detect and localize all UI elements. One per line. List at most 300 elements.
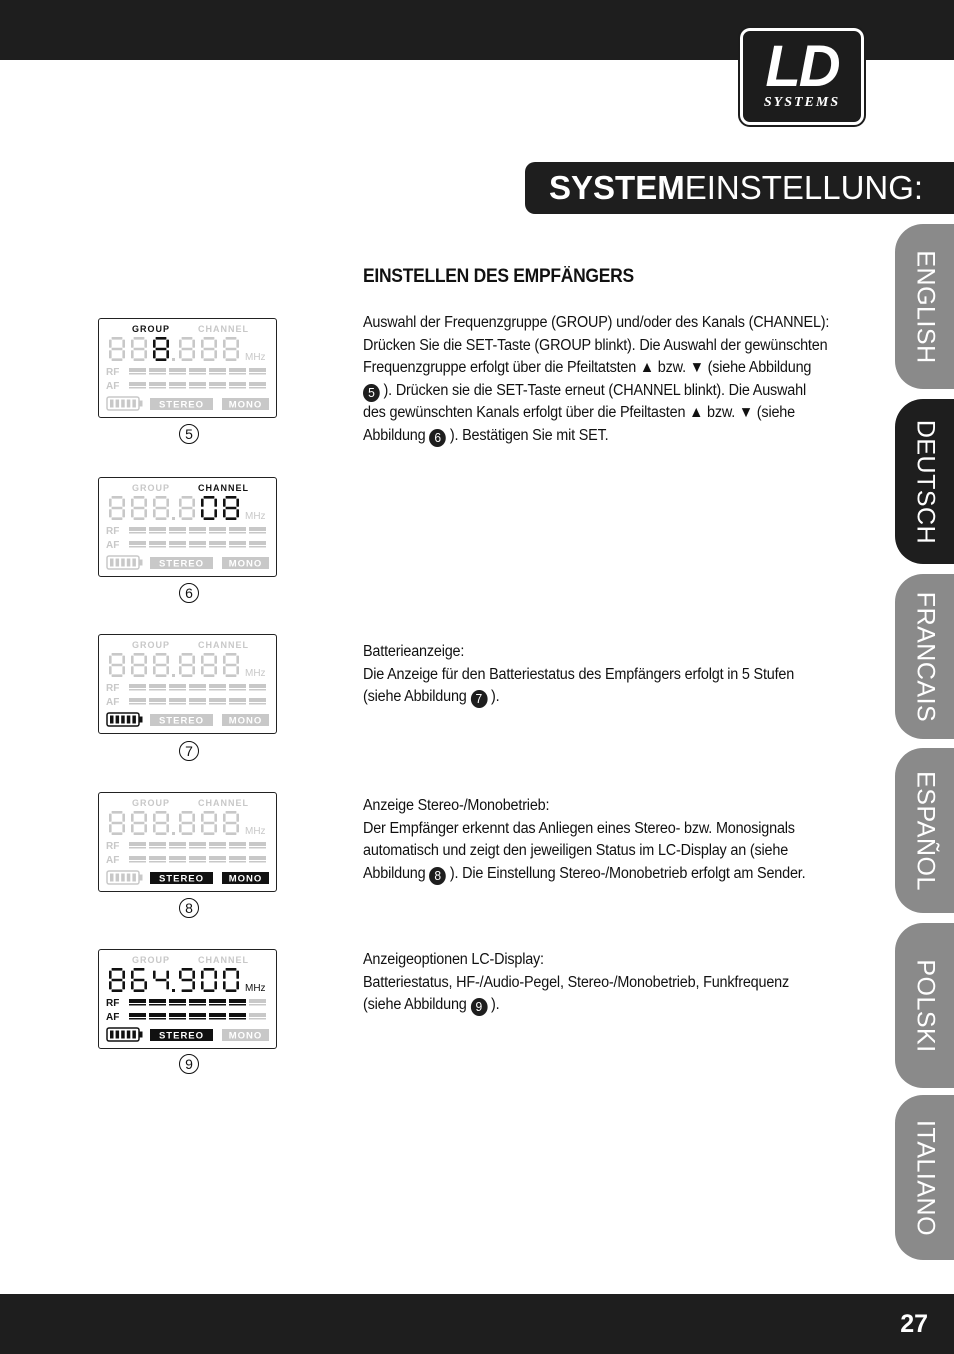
lcd-meter-segment xyxy=(229,698,246,702)
lcd-label: MONO xyxy=(228,558,263,570)
lcd-digit-segment xyxy=(109,340,112,348)
lcd-digit-segment xyxy=(166,340,169,348)
lcd-digit-segment xyxy=(153,499,156,507)
lcd-meter-segment xyxy=(209,1013,226,1017)
lcd-meter-segment xyxy=(189,541,206,545)
lcd-decimal-point xyxy=(172,517,175,520)
lcd-digit-segment xyxy=(131,656,134,664)
lcd-meter-underline xyxy=(229,703,246,705)
lcd-digit-segment xyxy=(192,824,195,832)
lcd-meter-underline xyxy=(129,689,146,691)
lcd-digit-segment xyxy=(236,350,239,358)
lcd-meter-underline xyxy=(209,373,226,375)
lcd-digit-segment xyxy=(204,496,215,499)
lcd-meter-segment xyxy=(189,684,206,688)
lcd-digit-segment xyxy=(182,811,193,814)
lcd-meter-segment xyxy=(249,856,266,860)
lcd-meter-segment xyxy=(209,541,226,545)
text-segment: ). Die Einstellung Stereo-/Monobetrieb erfolgt am Sender. xyxy=(449,864,806,882)
lcd-digit-segment xyxy=(192,350,195,358)
lcd-digit-segment xyxy=(201,499,204,507)
lcd-digit-segment xyxy=(134,832,145,835)
lcd-label: GROUP xyxy=(132,640,171,650)
lcd-digit-segment xyxy=(153,350,156,358)
lcd-digit-segment xyxy=(201,971,204,979)
lcd-digit-segment xyxy=(122,350,125,358)
lcd-digit-segment xyxy=(204,337,215,340)
lcd-digit-segment xyxy=(153,340,156,348)
lcd-digit-segment xyxy=(112,968,123,971)
lcd-meter-underline xyxy=(209,1018,226,1020)
lcd-meter-segment xyxy=(169,684,186,688)
lcd-digit-segment xyxy=(112,989,123,992)
lcd-digit-segment xyxy=(131,666,134,674)
text-segment: Abbildung xyxy=(363,426,426,444)
lcd-digit-segment xyxy=(226,348,237,351)
lcd-label: MHz xyxy=(245,983,266,994)
lcd-meter-segment xyxy=(149,527,166,531)
lcd-digit-segment xyxy=(166,499,169,507)
lcd-meter-underline xyxy=(189,1018,206,1020)
text-line xyxy=(363,863,828,886)
lcd-digit-segment xyxy=(226,664,237,667)
lcd-digit-segment xyxy=(236,824,239,832)
lcd-digit-segment xyxy=(182,496,193,499)
lcd-digit-segment xyxy=(156,811,167,814)
lcd-meter-underline xyxy=(129,546,146,548)
lcd-digit-segment xyxy=(153,824,156,832)
lcd-digit-segment xyxy=(112,832,123,835)
lcd-digit-segment xyxy=(204,811,215,814)
lcd-digit-segment xyxy=(226,337,237,340)
battery-tip xyxy=(140,875,143,881)
battery-level-bar xyxy=(121,559,125,567)
lcd-digit-segment xyxy=(112,358,123,361)
lcd-digit-segment xyxy=(122,814,125,822)
lcd-digit-segment xyxy=(156,496,167,499)
lcd-meter-segment xyxy=(169,541,186,545)
lcd-meter-underline xyxy=(229,861,246,863)
lcd-label: CHANNEL xyxy=(198,640,249,650)
text-line: Der Empfänger erkennt das Anliegen eines Stereo- bzw. Monosignals xyxy=(363,819,795,837)
lcd-label: CHANNEL xyxy=(198,798,249,808)
lcd-meter-underline xyxy=(149,373,166,375)
lcd-digit-segment xyxy=(134,979,145,982)
lcd-digit-segment xyxy=(122,981,125,989)
lcd-meter-underline xyxy=(229,546,246,548)
battery-level-bar xyxy=(127,874,131,882)
lcd-meter-underline xyxy=(249,373,266,375)
lcd-digit-segment xyxy=(166,824,169,832)
lcd-meter-segment xyxy=(209,684,226,688)
lcd-digit-segment xyxy=(226,989,237,992)
lcd-digit-segment xyxy=(166,509,169,517)
lcd-digit-segment xyxy=(201,981,204,989)
lcd-digit-segment xyxy=(131,499,134,507)
lcd-digit xyxy=(179,337,195,361)
text-line: Frequenzgruppe erfolgt über die Pfeiltatsten ▲ bzw. ▼ (siehe Abbildung xyxy=(363,359,812,377)
lcd-digit-segment xyxy=(109,814,112,822)
lcd-meter-segment xyxy=(189,856,206,860)
lcd-digit-segment xyxy=(223,656,226,664)
lcd-digit-segment xyxy=(192,656,195,664)
lcd-figure-8 xyxy=(98,792,277,892)
lcd-meter-segment xyxy=(149,382,166,386)
lcd-digit-segment xyxy=(166,666,169,674)
text-line: des gewünschten Kanals erfolgt über die Pfeiltasten ▲ bzw. ▼ (siehe xyxy=(363,404,795,422)
lcd-digit-segment xyxy=(192,340,195,348)
lcd-figure-7 xyxy=(98,634,277,734)
battery-level-bar xyxy=(132,1031,136,1039)
lcd-label: RF xyxy=(106,526,120,537)
lcd-digit-segment xyxy=(166,656,169,664)
lcd-digit-segment xyxy=(204,832,215,835)
lcd-digit-segment xyxy=(201,666,204,674)
lcd-meter-underline xyxy=(249,546,266,548)
logo-main-text: LD xyxy=(765,34,839,99)
lcd-meter-underline xyxy=(169,847,186,849)
lcd-digit-segment xyxy=(182,989,193,992)
lcd-digit-segment xyxy=(134,337,145,340)
lcd-digit-segment xyxy=(236,981,239,989)
lcd-digit xyxy=(109,811,125,835)
lcd-label: RF xyxy=(106,683,120,694)
lcd-digit-segment xyxy=(204,653,215,656)
battery-tip xyxy=(140,1032,143,1038)
lcd-digit-segment xyxy=(131,971,134,979)
lcd-meter-underline xyxy=(149,532,166,534)
lcd-digit-segment xyxy=(214,666,217,674)
text-line: Anzeige Stereo-/Monobetrieb: xyxy=(363,797,550,814)
lcd-digit-segment xyxy=(134,358,145,361)
figure-number-9: 9 xyxy=(179,1054,199,1074)
page-title xyxy=(525,162,954,214)
lcd-digit-segment xyxy=(134,989,145,992)
battery-level-bar xyxy=(116,1031,120,1039)
lcd-digit-segment xyxy=(182,832,193,835)
lcd-label: RF xyxy=(106,998,120,1009)
lcd-label: AF xyxy=(106,1012,120,1023)
tab-english[interactable] xyxy=(895,224,954,389)
lcd-meter-segment xyxy=(149,856,166,860)
lcd-digit-segment xyxy=(182,517,193,520)
lcd-meter-underline xyxy=(209,689,226,691)
battery-tip xyxy=(140,717,143,723)
lcd-digit-segment xyxy=(144,350,147,358)
lcd-digit-segment xyxy=(112,979,123,982)
lcd-meter-segment xyxy=(229,842,246,846)
lcd-digit-segment xyxy=(134,507,145,510)
lcd-digit xyxy=(223,968,239,992)
lcd-display-graphic xyxy=(99,793,276,891)
lcd-meter-underline xyxy=(189,861,206,863)
battery-level-bar xyxy=(110,400,114,408)
lcd-digit-segment xyxy=(134,348,145,351)
tab-italiano[interactable] xyxy=(895,1095,954,1260)
lcd-meter-underline xyxy=(209,1004,226,1006)
lcd-meter-underline xyxy=(189,546,206,548)
lcd-digit-segment xyxy=(156,822,167,825)
lcd-meter-underline xyxy=(229,1004,246,1006)
lcd-digit xyxy=(179,653,195,677)
lcd-meter-underline xyxy=(169,1018,186,1020)
lcd-figure-9 xyxy=(98,949,277,1049)
lcd-digit-segment xyxy=(214,971,217,979)
lcd-digit-segment xyxy=(204,989,215,992)
lcd-digit-segment xyxy=(214,981,217,989)
lcd-label: GROUP xyxy=(132,955,171,965)
lcd-meter-underline xyxy=(229,689,246,691)
lcd-digit-segment xyxy=(226,832,237,835)
lcd-digit-segment xyxy=(156,979,167,982)
lcd-label: RF xyxy=(106,367,120,378)
lcd-digit xyxy=(223,337,239,361)
lcd-digit xyxy=(179,968,195,992)
battery-level-bar xyxy=(116,559,120,567)
lcd-digit-segment xyxy=(201,340,204,348)
lcd-meter-segment xyxy=(209,527,226,531)
lcd-digit-segment xyxy=(179,824,182,832)
lcd-digit-segment xyxy=(109,656,112,664)
lcd-meter-underline xyxy=(229,532,246,534)
lcd-label: CHANNEL xyxy=(198,483,249,493)
lcd-digit-segment xyxy=(122,499,125,507)
lcd-meter-underline xyxy=(249,689,266,691)
battery-level-bar xyxy=(116,874,120,882)
lcd-meter-segment xyxy=(129,999,146,1003)
battery-tip xyxy=(140,560,143,566)
lcd-digit xyxy=(153,337,169,361)
battery-level-bar xyxy=(121,716,125,724)
lcd-meter-underline xyxy=(149,689,166,691)
lcd-digit-segment xyxy=(236,971,239,979)
lcd-meter-underline xyxy=(229,387,246,389)
lcd-meter-underline xyxy=(149,847,166,849)
lcd-digit-segment xyxy=(144,509,147,517)
lcd-label: STEREO xyxy=(158,1030,205,1042)
lcd-meter-underline xyxy=(169,387,186,389)
lcd-digit-segment xyxy=(134,653,145,656)
lcd-display-graphic xyxy=(99,478,276,576)
tab-label: FRANCAIS xyxy=(911,591,939,722)
lcd-digit-segment xyxy=(182,507,193,510)
lcd-digit-segment xyxy=(204,968,215,971)
lcd-meter-segment xyxy=(129,842,146,846)
lcd-meter-underline xyxy=(149,861,166,863)
lcd-label: AF xyxy=(106,697,120,708)
lcd-digit-segment xyxy=(112,653,123,656)
lcd-meter-underline xyxy=(249,387,266,389)
lcd-digit-segment xyxy=(214,814,217,822)
lcd-meter-segment xyxy=(249,1013,266,1017)
lcd-digit-segment xyxy=(214,340,217,348)
figure-number-6: 6 xyxy=(179,583,199,603)
lcd-digit-segment xyxy=(112,822,123,825)
lcd-digit-segment xyxy=(226,811,237,814)
lcd-digit xyxy=(153,496,169,520)
lcd-digit xyxy=(153,811,169,835)
title-regular: EINSTELLUNG: xyxy=(684,169,924,206)
lcd-digit xyxy=(153,971,169,990)
lcd-meter-underline xyxy=(169,546,186,548)
lcd-meter-underline xyxy=(149,387,166,389)
lcd-digit-segment xyxy=(223,971,226,979)
lcd-digit-segment xyxy=(236,656,239,664)
lcd-digit-segment xyxy=(223,666,226,674)
lcd-digit-segment xyxy=(122,340,125,348)
text-line: Die Anzeige für den Batteriestatus des Empfängers erfolgt in 5 Stufen xyxy=(363,665,795,683)
battery-level-bar xyxy=(121,400,125,408)
text-segment: Abbildung xyxy=(363,864,426,882)
lcd-meter-segment xyxy=(209,842,226,846)
text-line: Auswahl der Frequenzgruppe (GROUP) und/oder des Kanals (CHANNEL): xyxy=(363,314,830,331)
lcd-meter-segment xyxy=(249,541,266,545)
lcd-meter-underline xyxy=(209,861,226,863)
lcd-digit-segment xyxy=(226,674,237,677)
lcd-digit-segment xyxy=(144,814,147,822)
lcd-label: MONO xyxy=(228,399,263,411)
tab-polski[interactable] xyxy=(895,923,954,1088)
lcd-digit xyxy=(131,653,147,677)
lcd-meter-segment xyxy=(169,1013,186,1017)
lcd-digit-segment xyxy=(156,507,167,510)
lcd-digit-segment xyxy=(153,666,156,674)
lcd-meter-underline xyxy=(169,1004,186,1006)
tab-francais[interactable] xyxy=(895,574,954,739)
lcd-meter-underline xyxy=(229,1018,246,1020)
lcd-meter-segment xyxy=(129,856,146,860)
tab-label: ITALIANO xyxy=(911,1119,939,1236)
lcd-digit-segment xyxy=(166,971,169,979)
lcd-digit-segment xyxy=(192,666,195,674)
lcd-digit-segment xyxy=(131,824,134,832)
title-bold: SYSTEM xyxy=(549,169,685,206)
lcd-digit xyxy=(201,496,217,520)
lcd-meter-underline xyxy=(249,532,266,534)
lcd-meter-underline xyxy=(129,703,146,705)
lcd-meter-underline xyxy=(229,847,246,849)
lcd-digit xyxy=(131,811,147,835)
lcd-digit-segment xyxy=(223,499,226,507)
lcd-digit-segment xyxy=(131,509,134,517)
lcd-digit-segment xyxy=(134,811,145,814)
lcd-digit-segment xyxy=(131,340,134,348)
lcd-digit-segment xyxy=(179,350,182,358)
lcd-digit-segment xyxy=(179,499,182,507)
lcd-digit-segment xyxy=(201,656,204,664)
lcd-meter-underline xyxy=(209,546,226,548)
lcd-digit xyxy=(109,653,125,677)
lcd-meter-underline xyxy=(249,703,266,705)
lcd-digit-segment xyxy=(144,824,147,832)
lcd-meter-segment xyxy=(169,698,186,702)
text-line xyxy=(363,686,828,709)
battery-level-bar xyxy=(116,400,120,408)
lcd-digit-segment xyxy=(214,499,217,507)
lcd-digit xyxy=(201,811,217,835)
tab-deutsch[interactable] xyxy=(895,399,954,564)
lcd-meter-segment xyxy=(209,698,226,702)
lcd-meter-segment xyxy=(229,382,246,386)
lcd-meter-segment xyxy=(149,999,166,1003)
lcd-digit-segment xyxy=(236,340,239,348)
lcd-digit-segment xyxy=(204,674,215,677)
lcd-meter-segment xyxy=(149,698,166,702)
lcd-digit-segment xyxy=(144,340,147,348)
lcd-meter-segment xyxy=(209,999,226,1003)
lcd-meter-segment xyxy=(189,1013,206,1017)
lcd-digit-segment xyxy=(166,814,169,822)
lcd-meter-segment xyxy=(169,856,186,860)
figure-number-8: 8 xyxy=(179,898,199,918)
lcd-meter-underline xyxy=(129,861,146,863)
lcd-label: MHz xyxy=(245,352,266,363)
text-segment: (siehe Abbildung xyxy=(363,688,467,706)
lcd-meter-underline xyxy=(149,1004,166,1006)
lcd-digit-segment xyxy=(182,674,193,677)
lcd-digit xyxy=(223,653,239,677)
lcd-meter-underline xyxy=(189,373,206,375)
lcd-meter-underline xyxy=(249,1018,266,1020)
lcd-digit-segment xyxy=(109,981,112,989)
lcd-digit-segment xyxy=(134,674,145,677)
lcd-digit-segment xyxy=(179,814,182,822)
lcd-meter-segment xyxy=(169,842,186,846)
lcd-digit-segment xyxy=(144,499,147,507)
lcd-digit-segment xyxy=(214,509,217,517)
lcd-digit-segment xyxy=(236,499,239,507)
lcd-meter-segment xyxy=(229,856,246,860)
lcd-digit-segment xyxy=(236,814,239,822)
lcd-meter-underline xyxy=(129,847,146,849)
lcd-meter-underline xyxy=(229,373,246,375)
text-line xyxy=(363,425,828,448)
lcd-digit-segment xyxy=(182,979,193,982)
battery-tip xyxy=(140,401,143,407)
tab-espanol[interactable] xyxy=(895,748,954,913)
figure-ref-9: 9 xyxy=(470,998,487,1016)
lcd-meter-underline xyxy=(169,703,186,705)
lcd-label: CHANNEL xyxy=(198,955,249,965)
lcd-digit xyxy=(179,496,195,520)
lcd-digit-segment xyxy=(156,674,167,677)
lcd-meter-underline xyxy=(169,861,186,863)
lcd-digit-segment xyxy=(182,968,193,971)
lcd-digit-segment xyxy=(204,348,215,351)
battery-level-bar xyxy=(110,1031,114,1039)
lcd-digit-segment xyxy=(112,337,123,340)
lcd-digit-segment xyxy=(122,656,125,664)
lcd-meter-underline xyxy=(209,703,226,705)
lcd-label: GROUP xyxy=(132,798,171,808)
lcd-digit-segment xyxy=(156,832,167,835)
lcd-digit-segment xyxy=(201,824,204,832)
lcd-digit xyxy=(201,968,217,992)
lcd-digit-segment xyxy=(201,814,204,822)
lcd-digit-segment xyxy=(109,499,112,507)
lcd-digit-segment xyxy=(131,350,134,358)
lcd-meter-underline xyxy=(129,532,146,534)
lcd-digit xyxy=(179,811,195,835)
lcd-meter-underline xyxy=(169,689,186,691)
lcd-digit xyxy=(201,653,217,677)
lcd-decimal-point xyxy=(172,989,175,992)
battery-level-bar xyxy=(110,874,114,882)
lcd-digit-segment xyxy=(144,981,147,989)
lcd-digit-segment xyxy=(144,656,147,664)
figure-number-7: 7 xyxy=(179,741,199,761)
text-segment: (siehe Abbildung xyxy=(363,996,467,1014)
